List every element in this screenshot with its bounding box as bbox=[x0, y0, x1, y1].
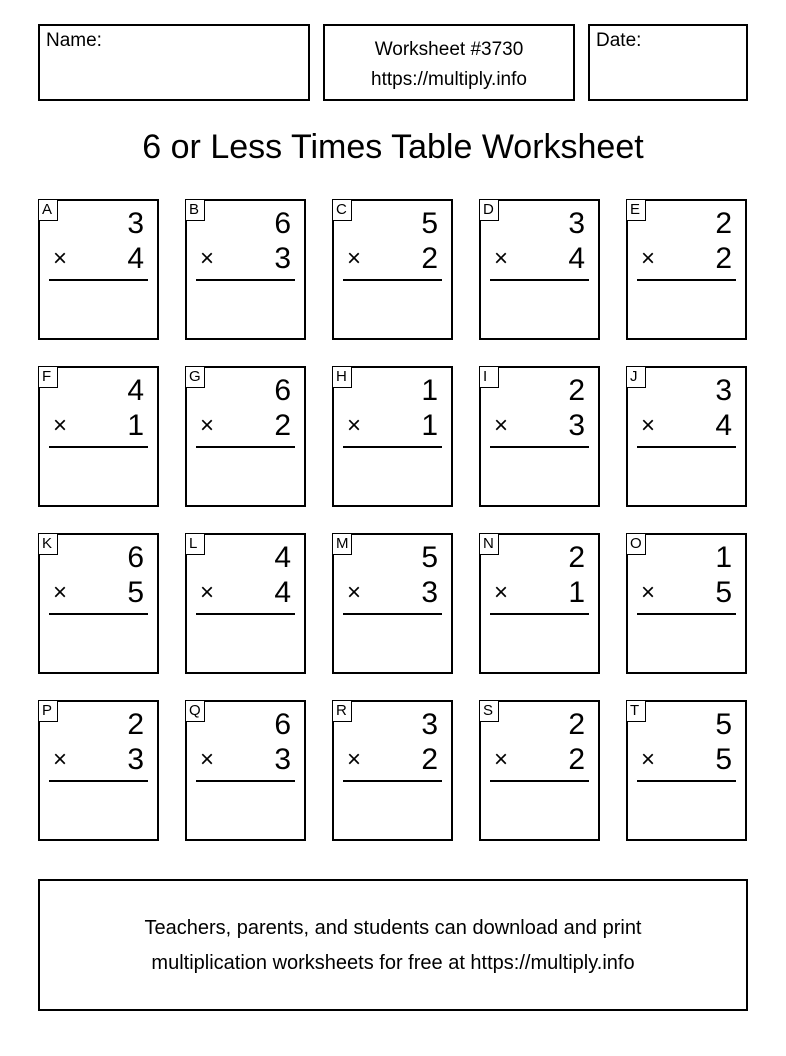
multiplicand: 4 bbox=[274, 541, 291, 574]
problem-label: B bbox=[185, 199, 205, 221]
problem-label: J bbox=[626, 366, 646, 388]
answer-line bbox=[490, 446, 589, 448]
times-sign: × bbox=[200, 245, 215, 272]
multiplicand: 5 bbox=[715, 708, 732, 741]
problem-card[interactable] bbox=[38, 199, 159, 340]
times-sign: × bbox=[494, 746, 509, 773]
problem-card[interactable] bbox=[479, 700, 600, 841]
times-sign: × bbox=[200, 579, 215, 606]
multiplicand: 2 bbox=[127, 708, 144, 741]
problem-label: S bbox=[479, 700, 499, 722]
multiplier: 5 bbox=[715, 576, 732, 609]
problem-label: N bbox=[479, 533, 499, 555]
answer-line bbox=[490, 613, 589, 615]
answer-line bbox=[343, 279, 442, 281]
problem-card[interactable] bbox=[332, 533, 453, 674]
multiplier: 3 bbox=[274, 743, 291, 776]
problem-label: R bbox=[332, 700, 352, 722]
problem-label: L bbox=[185, 533, 205, 555]
problem-label: Q bbox=[185, 700, 205, 722]
answer-line bbox=[49, 613, 148, 615]
name-label: Name: bbox=[46, 30, 102, 51]
problem-card[interactable] bbox=[626, 366, 747, 507]
problem-card[interactable] bbox=[479, 199, 600, 340]
multiplicand: 5 bbox=[421, 207, 438, 240]
answer-line bbox=[637, 279, 736, 281]
times-sign: × bbox=[641, 746, 656, 773]
answer-line bbox=[196, 780, 295, 782]
times-sign: × bbox=[347, 579, 362, 606]
times-sign: × bbox=[347, 746, 362, 773]
problem-label: H bbox=[332, 366, 352, 388]
problem-card[interactable] bbox=[626, 700, 747, 841]
answer-line bbox=[343, 780, 442, 782]
problem-card[interactable] bbox=[185, 199, 306, 340]
footer-line-2: multiplication worksheets for free at https://multiply.info bbox=[151, 952, 635, 974]
multiplicand: 2 bbox=[568, 541, 585, 574]
problem-label: D bbox=[479, 199, 499, 221]
multiplier: 1 bbox=[421, 409, 438, 442]
answer-line bbox=[49, 780, 148, 782]
multiplier: 4 bbox=[568, 242, 585, 275]
footer-line-1: Teachers, parents, and students can download and print bbox=[144, 917, 642, 939]
times-sign: × bbox=[200, 412, 215, 439]
problem-label: E bbox=[626, 199, 646, 221]
multiplier: 2 bbox=[274, 409, 291, 442]
multiplier: 3 bbox=[274, 242, 291, 275]
problem-label: M bbox=[332, 533, 352, 555]
multiplier: 2 bbox=[568, 743, 585, 776]
problem-label: C bbox=[332, 199, 352, 221]
multiplicand: 3 bbox=[127, 207, 144, 240]
multiplicand: 6 bbox=[274, 207, 291, 240]
multiplier: 5 bbox=[715, 743, 732, 776]
answer-line bbox=[49, 279, 148, 281]
multiplicand: 3 bbox=[568, 207, 585, 240]
answer-line bbox=[637, 780, 736, 782]
multiplier: 5 bbox=[127, 576, 144, 609]
multiplicand: 6 bbox=[274, 374, 291, 407]
multiplier: 2 bbox=[421, 743, 438, 776]
problem-card[interactable] bbox=[626, 199, 747, 340]
answer-line bbox=[49, 446, 148, 448]
answer-line bbox=[343, 613, 442, 615]
date-label: Date: bbox=[596, 30, 642, 51]
problem-label: O bbox=[626, 533, 646, 555]
multiplier: 3 bbox=[421, 576, 438, 609]
problem-label: T bbox=[626, 700, 646, 722]
problem-label: K bbox=[38, 533, 58, 555]
times-sign: × bbox=[641, 412, 656, 439]
multiplier: 2 bbox=[421, 242, 438, 275]
problem-card[interactable] bbox=[479, 366, 600, 507]
problem-card[interactable] bbox=[38, 700, 159, 841]
multiplier: 2 bbox=[715, 242, 732, 275]
multiplicand: 4 bbox=[127, 374, 144, 407]
multiplier: 1 bbox=[568, 576, 585, 609]
times-sign: × bbox=[53, 579, 68, 606]
multiplier: 1 bbox=[127, 409, 144, 442]
multiplicand: 5 bbox=[421, 541, 438, 574]
answer-line bbox=[343, 446, 442, 448]
problem-label: F bbox=[38, 366, 58, 388]
multiplicand: 1 bbox=[715, 541, 732, 574]
times-sign: × bbox=[641, 579, 656, 606]
times-sign: × bbox=[53, 412, 68, 439]
times-sign: × bbox=[200, 746, 215, 773]
times-sign: × bbox=[494, 412, 509, 439]
problem-card[interactable] bbox=[185, 533, 306, 674]
problem-card[interactable] bbox=[332, 700, 453, 841]
problem-card[interactable] bbox=[185, 366, 306, 507]
footer-box bbox=[38, 879, 748, 1011]
answer-line bbox=[196, 613, 295, 615]
multiplier: 4 bbox=[715, 409, 732, 442]
times-sign: × bbox=[53, 746, 68, 773]
multiplier: 3 bbox=[127, 743, 144, 776]
multiplicand: 3 bbox=[715, 374, 732, 407]
multiplicand: 2 bbox=[568, 708, 585, 741]
answer-line bbox=[637, 446, 736, 448]
worksheet-number: Worksheet #3730 bbox=[374, 39, 524, 60]
problem-card[interactable] bbox=[185, 700, 306, 841]
times-sign: × bbox=[494, 579, 509, 606]
multiplicand: 6 bbox=[274, 708, 291, 741]
problem-card[interactable] bbox=[38, 533, 159, 674]
problem-card[interactable] bbox=[332, 199, 453, 340]
multiplicand: 6 bbox=[127, 541, 144, 574]
multiplicand: 2 bbox=[568, 374, 585, 407]
answer-line bbox=[196, 279, 295, 281]
page-title: 6 or Less Times Table Worksheet bbox=[142, 128, 644, 166]
problem-label: G bbox=[185, 366, 205, 388]
problem-card[interactable] bbox=[626, 533, 747, 674]
times-sign: × bbox=[494, 245, 509, 272]
answer-line bbox=[490, 780, 589, 782]
problem-label: P bbox=[38, 700, 58, 722]
problem-card[interactable] bbox=[332, 366, 453, 507]
answer-line bbox=[196, 446, 295, 448]
times-sign: × bbox=[347, 412, 362, 439]
worksheet-url: https://multiply.info bbox=[371, 69, 527, 90]
multiplicand: 1 bbox=[421, 374, 438, 407]
multiplier: 4 bbox=[274, 576, 291, 609]
times-sign: × bbox=[53, 245, 68, 272]
multiplier: 3 bbox=[568, 409, 585, 442]
problem-card[interactable] bbox=[479, 533, 600, 674]
times-sign: × bbox=[641, 245, 656, 272]
multiplier: 4 bbox=[127, 242, 144, 275]
answer-line bbox=[637, 613, 736, 615]
problem-card[interactable] bbox=[38, 366, 159, 507]
answer-line bbox=[490, 279, 589, 281]
problem-label: A bbox=[38, 199, 58, 221]
problem-label: I bbox=[479, 366, 499, 388]
times-sign: × bbox=[347, 245, 362, 272]
multiplicand: 3 bbox=[421, 708, 438, 741]
multiplicand: 2 bbox=[715, 207, 732, 240]
